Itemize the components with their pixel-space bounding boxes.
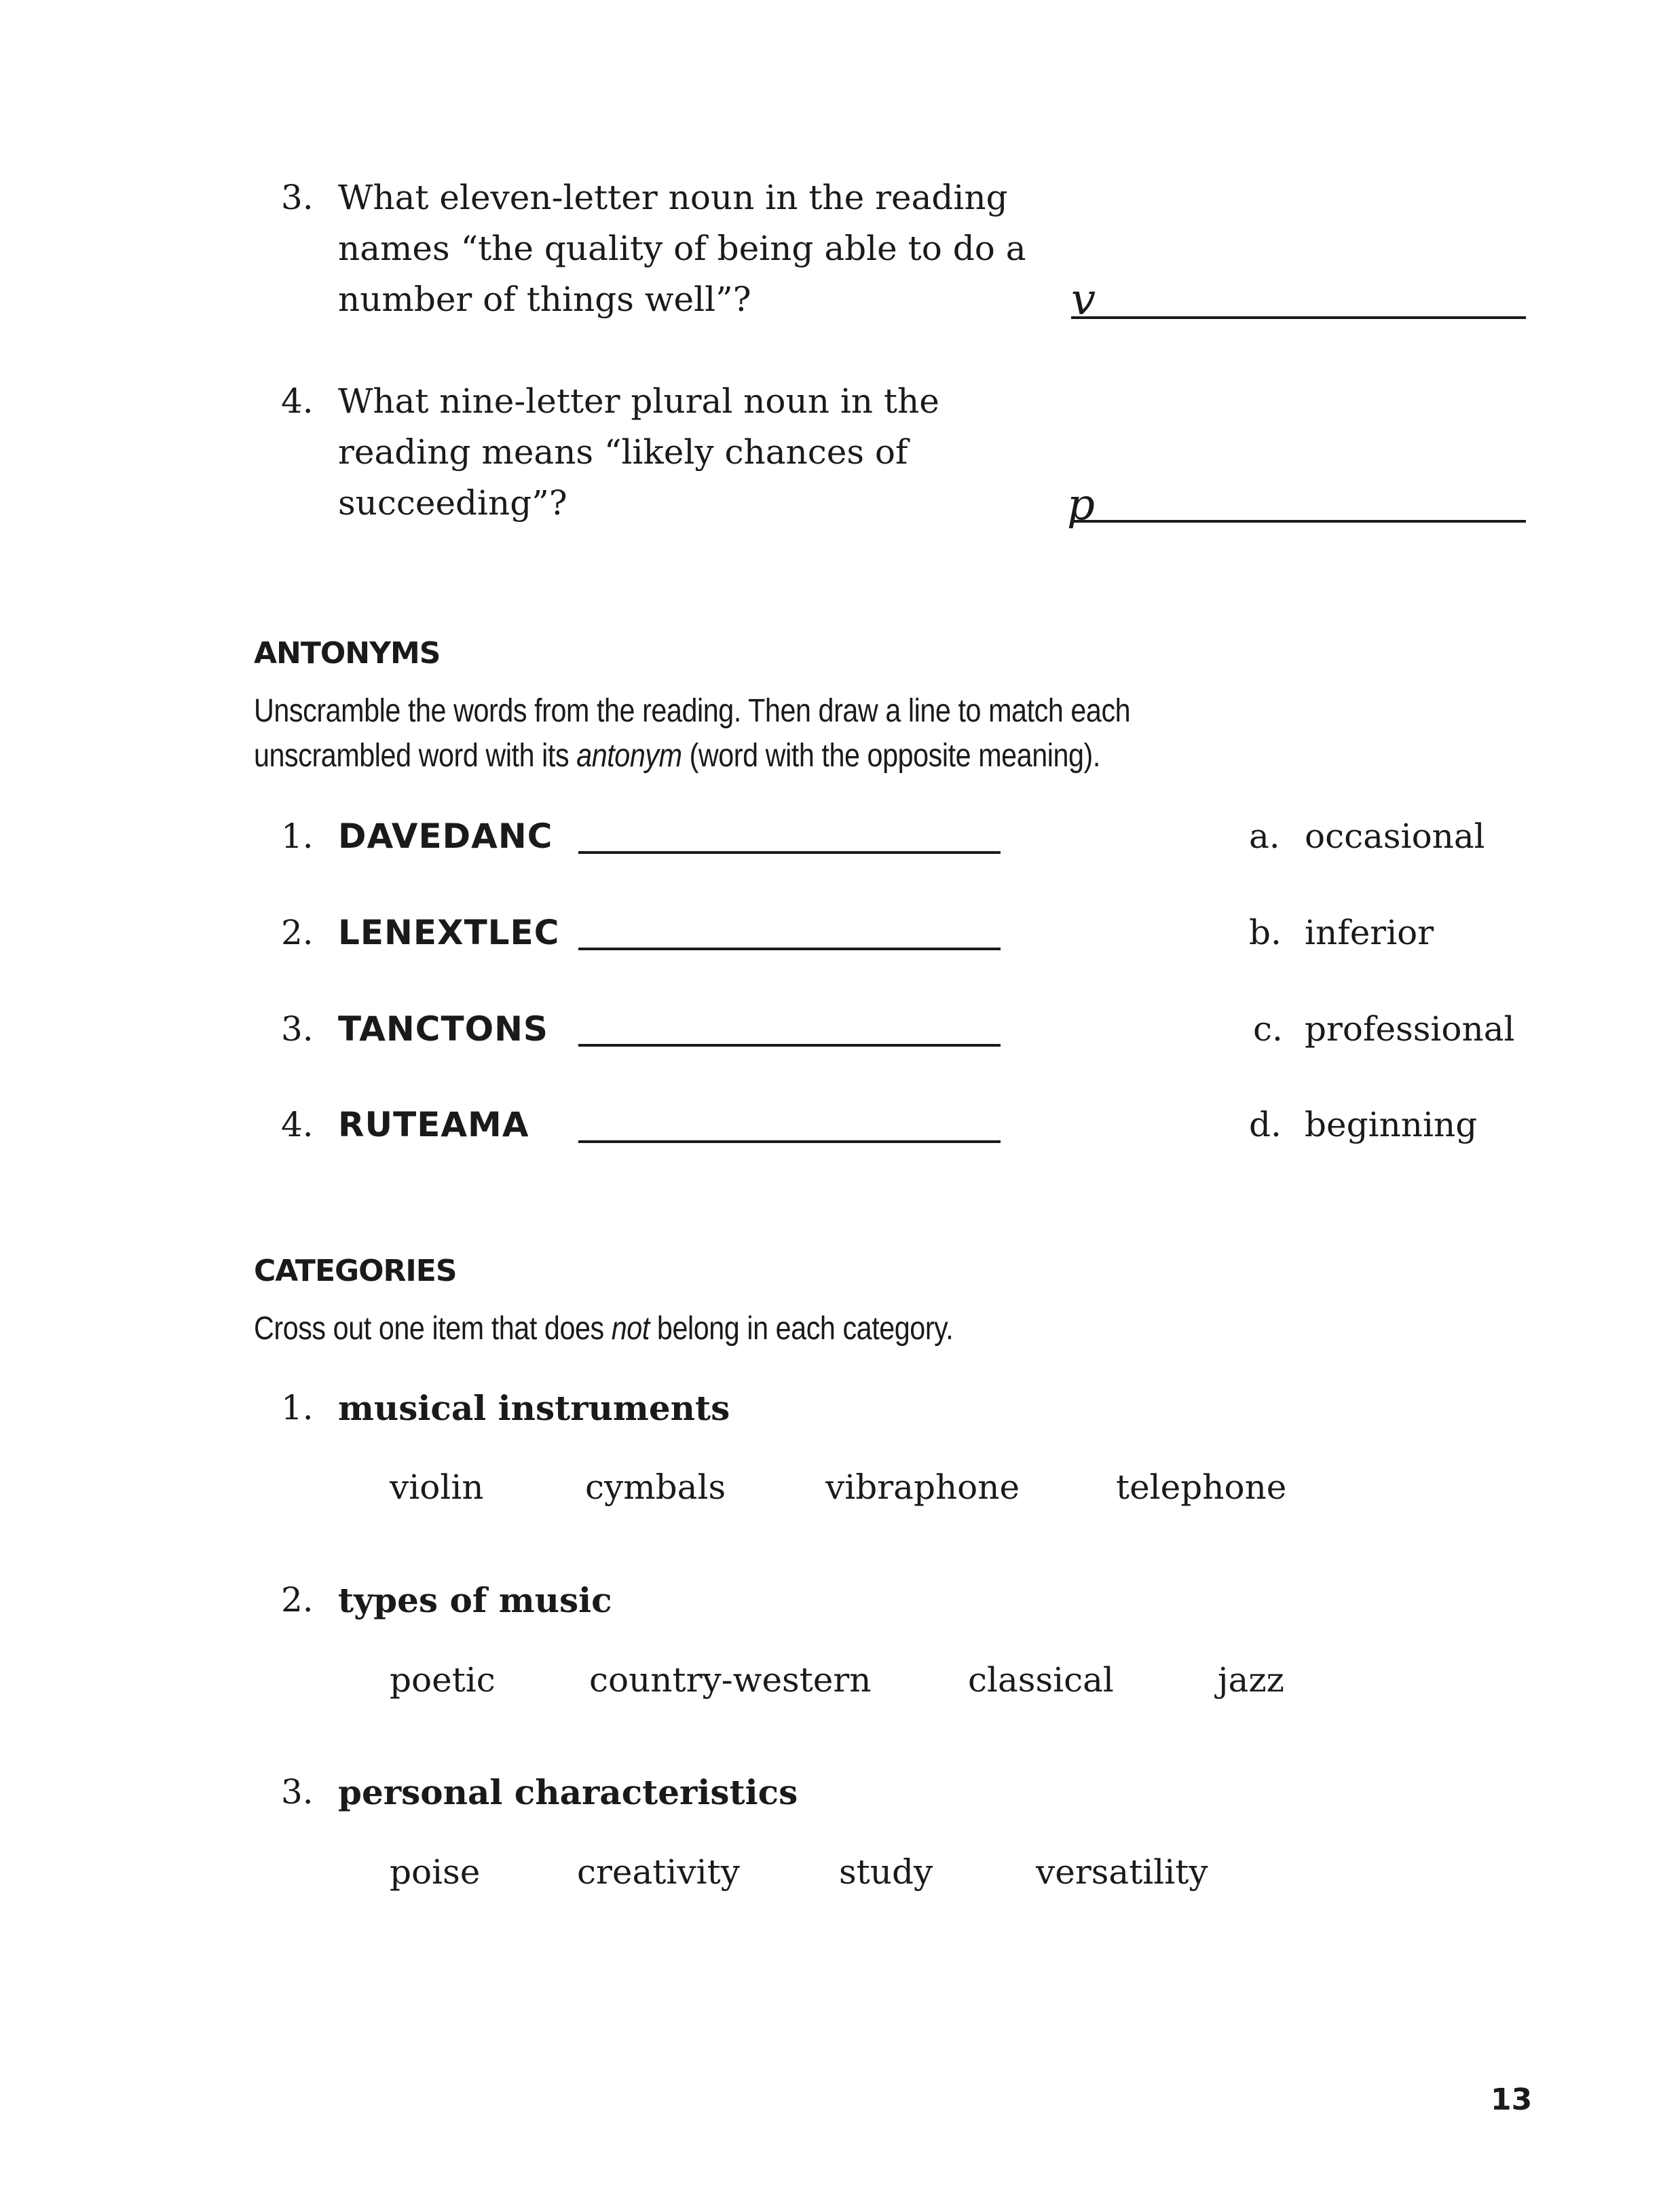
question-3-line-2: names “the quality of being able to do a (338, 229, 1026, 268)
question-3-line-3: number of things well”? (338, 280, 751, 319)
antonym-2-answer-line[interactable] (578, 948, 1001, 950)
question-3-answer-line[interactable] (1071, 316, 1526, 319)
antonym-choice-c-letter: c. (1253, 1009, 1283, 1049)
category-2-item-3[interactable]: classical (968, 1660, 1114, 1700)
antonym-1-answer-line[interactable] (578, 851, 1001, 854)
antonym-choice-c[interactable]: professional (1305, 1009, 1515, 1049)
antonyms-instructions-tail: (word with the opposite meaning). (689, 738, 1100, 774)
category-3-title: personal characteristics (338, 1772, 798, 1812)
category-1-item-3[interactable]: vibraphone (825, 1467, 1020, 1507)
antonym-2-scrambled-word: LENEXTLEC (338, 913, 560, 952)
question-4-line-2: reading means “likely chances of (338, 432, 908, 472)
antonym-choice-b-letter: b. (1249, 913, 1282, 952)
antonym-4-scrambled-word: RUTEAMA (338, 1105, 529, 1144)
antonym-choice-a-letter: a. (1249, 817, 1280, 856)
question-3-line-1: What eleven-letter noun in the reading (338, 178, 1008, 217)
question-4-hint-letter: p (1067, 480, 1095, 530)
categories-instructions-tail: belong in each category. (656, 1311, 954, 1347)
category-3-item-3[interactable]: study (839, 1852, 933, 1892)
antonyms-heading: ANTONYMS (254, 636, 441, 671)
categories-instructions (254, 1310, 953, 1347)
antonyms-instructions-emphasis: antonym (576, 738, 682, 774)
categories-instructions-emphasis: not (611, 1311, 650, 1347)
category-2-title: types of music (338, 1580, 612, 1620)
antonym-choice-d[interactable]: beginning (1305, 1105, 1478, 1144)
category-1-item-4[interactable]: telephone (1116, 1467, 1287, 1507)
category-2-item-4[interactable]: jazz (1218, 1660, 1284, 1700)
category-2-item-1[interactable]: poetic (390, 1660, 496, 1700)
categories-instructions-lead: Cross out one item that does (254, 1311, 604, 1347)
antonym-4-answer-line[interactable] (578, 1140, 1001, 1143)
antonyms-instructions-line-2 (254, 737, 1100, 774)
antonym-2-number: 2. (281, 913, 314, 952)
antonym-1-number: 1. (281, 817, 314, 856)
antonym-3-answer-line[interactable] (578, 1044, 1001, 1047)
category-1-item-1[interactable]: violin (390, 1467, 484, 1507)
category-2-number: 2. (281, 1580, 314, 1620)
categories-heading: CATEGORIES (254, 1254, 457, 1288)
antonym-choice-b[interactable]: inferior (1305, 913, 1434, 952)
category-3-item-1[interactable]: poise (390, 1852, 481, 1892)
question-3-number: 3. (281, 178, 314, 217)
antonym-1-scrambled-word: DAVEDANC (338, 817, 553, 856)
antonym-choice-a[interactable]: occasional (1305, 817, 1485, 856)
question-4-number: 4. (281, 381, 314, 421)
category-3-item-2[interactable]: creativity (577, 1852, 740, 1892)
antonym-3-scrambled-word: TANCTONS (338, 1009, 548, 1049)
question-3-hint-letter: v (1071, 275, 1096, 325)
category-1-number: 1. (281, 1388, 314, 1427)
page-number: 13 (1491, 2082, 1533, 2117)
question-4-line-3: succeeding”? (338, 483, 567, 523)
category-1-title: musical instruments (338, 1388, 730, 1428)
antonyms-instructions-line-1: Unscramble the words from the reading. Then draw a line to match each (254, 693, 1131, 729)
category-2-item-2[interactable]: country-western (589, 1660, 872, 1700)
question-4-answer-line[interactable] (1071, 520, 1526, 523)
category-3-number: 3. (281, 1772, 314, 1812)
question-4-line-1: What nine-letter plural noun in the (338, 381, 939, 421)
antonym-3-number: 3. (281, 1009, 314, 1049)
category-3-item-4[interactable]: versatility (1036, 1852, 1208, 1892)
antonym-4-number: 4. (281, 1105, 314, 1144)
antonyms-instructions-lead: unscrambled word with its (254, 738, 570, 774)
category-1-item-2[interactable]: cymbals (585, 1467, 726, 1507)
antonym-choice-d-letter: d. (1249, 1105, 1282, 1144)
